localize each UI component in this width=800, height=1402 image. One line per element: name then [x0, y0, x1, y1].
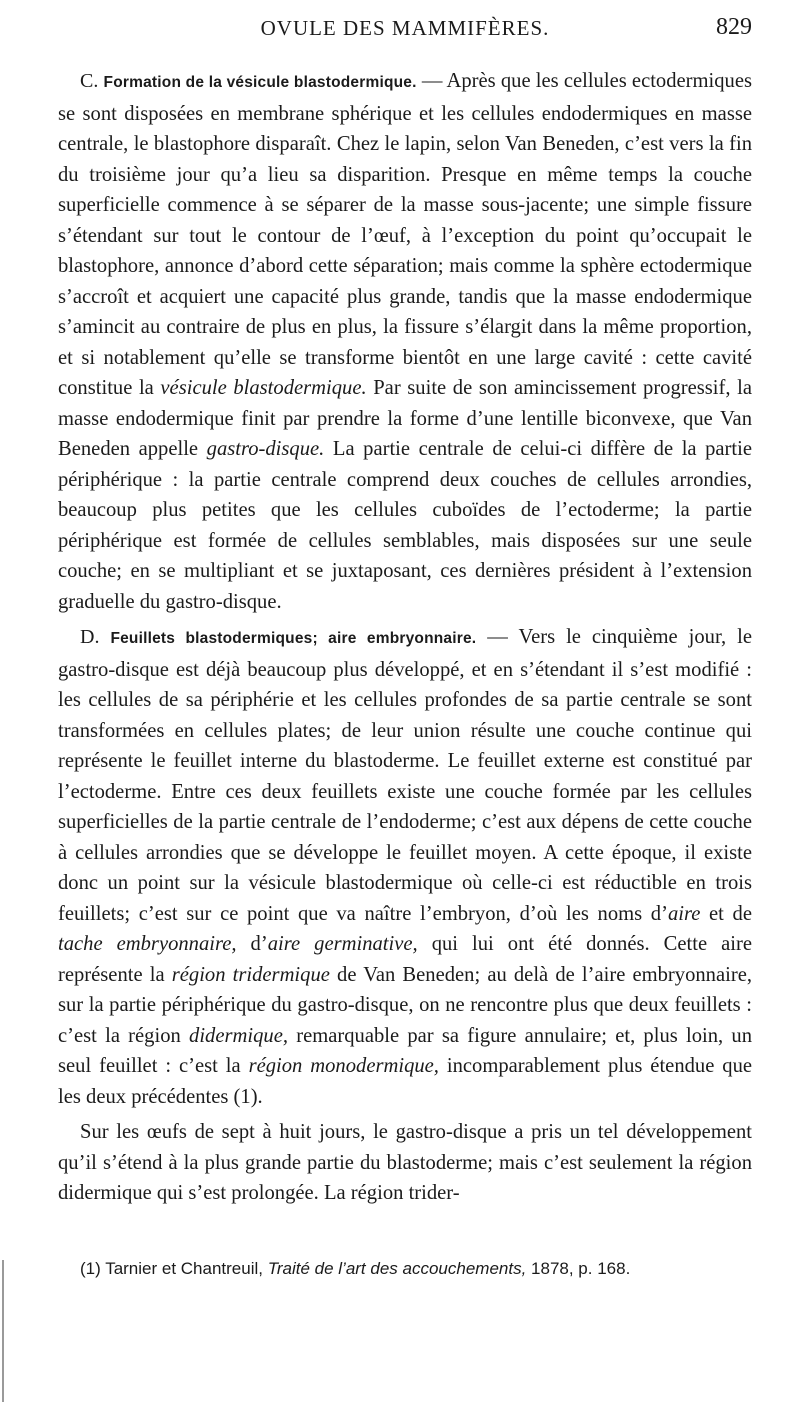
term-aire-germinative: aire germinative, [267, 933, 418, 955]
section-c-title: Formation de la vésicule blastodermique. [103, 74, 417, 91]
footnote-text: (1) Tarnier et Chantreuil, [80, 1259, 268, 1278]
section-d-text-4: qui lui ont été donnés. Cette aire représente la [58, 933, 752, 986]
closing-paragraph-text: Sur les œufs de sept à huit jours, le gastro-disque a pris un tel développement qu’il s’étend à la plus grande partie du blastoderme; mais c’est seulement la région didermique qui s’est prolongée. La région trider- [58, 1121, 752, 1204]
term-vesicule-blastodermique: vésicule blastodermique. [160, 377, 367, 399]
section-d-text-7: incomparablement plus étendue que les deux précédentes (1). [58, 1055, 753, 1108]
scan-edge-line [2, 1260, 4, 1402]
section-c-label: C. [80, 70, 99, 92]
running-title: OVULE DES MAMMIFÈRES. [260, 16, 550, 40]
section-d-text-3: d’ [236, 933, 268, 955]
section-d-label: D. [80, 626, 100, 648]
section-d-text-5: de Van Beneden; au delà de l’aire embryonnaire, sur la partie périphérique du gastro-disque, on ne rencontre plus que deux feuillets : c’est la région [58, 963, 752, 1047]
section-c-text-1: — Après que les cellules ectodermiques se sont disposées en membrane sphérique et les cellules endodermiques en masse centrale, le blastophore disparaît. Chez le lapin, selon Van Beneden, c’est vers la fin du troisième jour qu’a lieu sa disparition. Presque en même temps la couche superficielle commence à se séparer de la masse sous-jacente; une simple fissure s’étendant sur tout le contour de l’œuf, à l’exception du point qu’occupait le blastophore, annonce d’abord cette séparation; mais comme la sphère ectodermique s’accroît et acquiert une capacité plus grande, tandis que la masse endodermique s’amincit au contraire de plus en plus, la fissure s’élargit dans la même proportion, et si notablement qu’elle se transforme bientôt en une large cavité : cette cavité constitue la [58, 70, 753, 399]
section-d-text-1: — Vers le cinquième jour, le gastro-disque est déjà beaucoup plus développé, et en s’étendant il s’est modifié : les cellules de sa périphérie et les cellules profondes de sa partie centrale se sont transformées en cellules plates; de leur union résulte une couche continue qui représente le feuillet interne du blastoderme. Le feuillet externe est constitué par l’ectoderme. Entre ces deux feuillets existe une couche formée par les cellules superficielles de la partie centrale de l’endoderme; c’est aux dépens de cette couche à cellules arrondies que se développe le feuillet moyen. A cette époque, il existe donc un point sur la vésicule blastodermique où celle-ci est réductible en trois feuillets; c’est sur ce point que va naître l’embryon, d’où les noms d’ [58, 626, 752, 925]
closing-paragraph [58, 1117, 752, 1209]
section-d-title: Feuillets blastodermiques; aire embryonnaire. [110, 630, 477, 647]
term-didermique: didermique, [189, 1024, 288, 1047]
term-aire: aire [667, 902, 701, 925]
page-header [58, 16, 752, 52]
term-tache-embryonnaire: tache embryonnaire, [58, 933, 237, 955]
term-gastro-disque: gastro-disque. [206, 438, 325, 460]
section-d-text-6: remarquable par sa figure annulaire; et, plus loin, un seul feuillet : c’est la [58, 1024, 752, 1077]
section-c-text-2: Par suite de son amincissement progressif, la masse endodermique finit par prendre la forme d’une lentille biconvexe, que Van Beneden appelle [58, 377, 752, 460]
section-d-paragraph [58, 622, 752, 1112]
body-text [58, 66, 752, 1209]
section-d-text-2: et de [700, 902, 752, 925]
footnote [80, 1258, 752, 1280]
section-c-paragraph [58, 66, 752, 617]
section-c-text-3: La partie centrale de celui-ci diffère de la partie périphérique : la partie centrale comprend deux couches de cellules arrondies, beaucoup plus petites que les cellules cuboïdes de l’ectoderme; la partie périphérique est formée de cellules semblables, mais disposées sur une seule couche; en se multipliant et se juxtaposant, ces dernières président à l’extension graduelle du gastro-disque. [58, 438, 752, 613]
footnote-citation: 1878, p. 168. [526, 1259, 631, 1278]
term-region-monodermique: région monodermique, [248, 1055, 439, 1077]
term-region-tridermique: région tridermique [171, 963, 330, 986]
page-number: 829 [716, 14, 752, 40]
footnote-title: Traité de l’art des accouchements, [267, 1259, 527, 1278]
